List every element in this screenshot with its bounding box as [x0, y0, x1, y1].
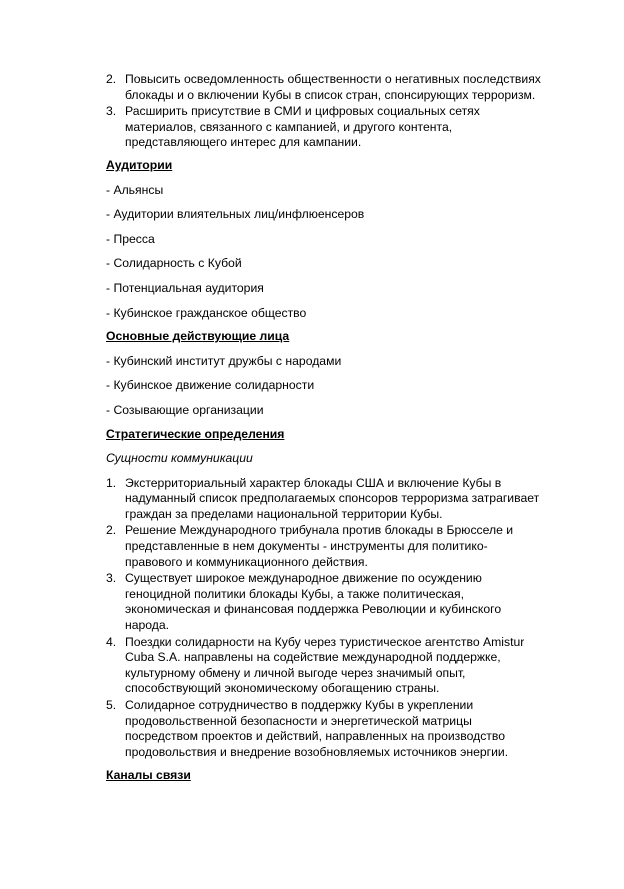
list-item-number: 3. [106, 104, 117, 119]
list-item-text: Повысить осведомленность общественности о негативных последствиях блокады и о включении Кубы в список стран, спонсирующих терроризм. [125, 72, 541, 102]
list-item-text: Поездки солидарности на Кубу через туристическое агентство Amistur Cuba S.A. направлены на содействие международной поддержке, культурному обмену и личной выгоде через значимый опыт, способствующий экономическому обогащению страны. [125, 634, 525, 696]
audience-item: - Пресса [106, 231, 155, 246]
channels-heading: Каналы связи [106, 768, 191, 783]
list-item-text: Существует широкое международное движение по осуждению геноцидной политики блокады Кубы, а также политическая, экономическая и финансовая поддержка Революции и кубинского народа. [125, 571, 502, 633]
actor-item: - Кубинский институт дружбы с народами [106, 353, 342, 368]
actors-heading: Основные действующие лица [106, 329, 290, 344]
list-item [106, 635, 544, 697]
list-item [106, 72, 544, 103]
strategic-subheading: Сущности коммуникации [106, 451, 253, 466]
list-item-text: Расширить присутствие в СМИ и цифровых социальных сетях материалов, связанного с кампанией, и другого контента, представляющего интерес для кампании. [125, 104, 480, 150]
communication-essences-list [106, 476, 544, 761]
audience-item: - Аудитории влиятельных лиц/инфлюенсеров [106, 207, 365, 222]
list-item [106, 571, 544, 633]
list-item-number: 5. [106, 698, 117, 712]
list-item-number: 3. [106, 571, 117, 586]
list-item-text: Солидарное сотрудничество в поддержку Кубы в укреплении продовольственной безопасности и энергетической матрицы посредством проектов и действий, направленных на производство продовольствия и внедрение возобновляемых источников энергии. [125, 698, 509, 759]
list-item [106, 104, 544, 151]
list-item [106, 698, 544, 760]
audiences-heading: Аудитории [106, 157, 173, 172]
list-item [106, 476, 544, 523]
document-page [106, 72, 544, 784]
audience-item: - Солидарность с Кубой [106, 256, 242, 271]
goals-list [106, 72, 544, 151]
list-item-number: 4. [106, 634, 117, 649]
list-item-number: 2. [106, 523, 117, 538]
actor-item: - Созывающие организации [106, 402, 264, 417]
actor-item: - Кубинское движение солидарности [106, 378, 315, 393]
list-item-number: 1. [106, 475, 117, 490]
audience-item: - Кубинское гражданское общество [106, 305, 307, 320]
audience-item: - Альянсы [106, 182, 164, 197]
list-item [106, 523, 544, 570]
list-item-number: 2. [106, 72, 117, 86]
list-item-text: Решение Международного трибунала против блокады в Брюсселе и представленные в нем документы - инструменты для политико-правового и коммуникационного действия. [125, 523, 514, 569]
strategic-heading: Стратегические определения [106, 426, 285, 441]
list-item-text: Экстерриториальный характер блокады США и включение Кубы в надуманный список предполагаемых спонсоров терроризма затрагивает граждан за пределами национальной территории Кубы. [125, 475, 540, 521]
audience-item: - Потенциальная аудитория [106, 280, 264, 295]
